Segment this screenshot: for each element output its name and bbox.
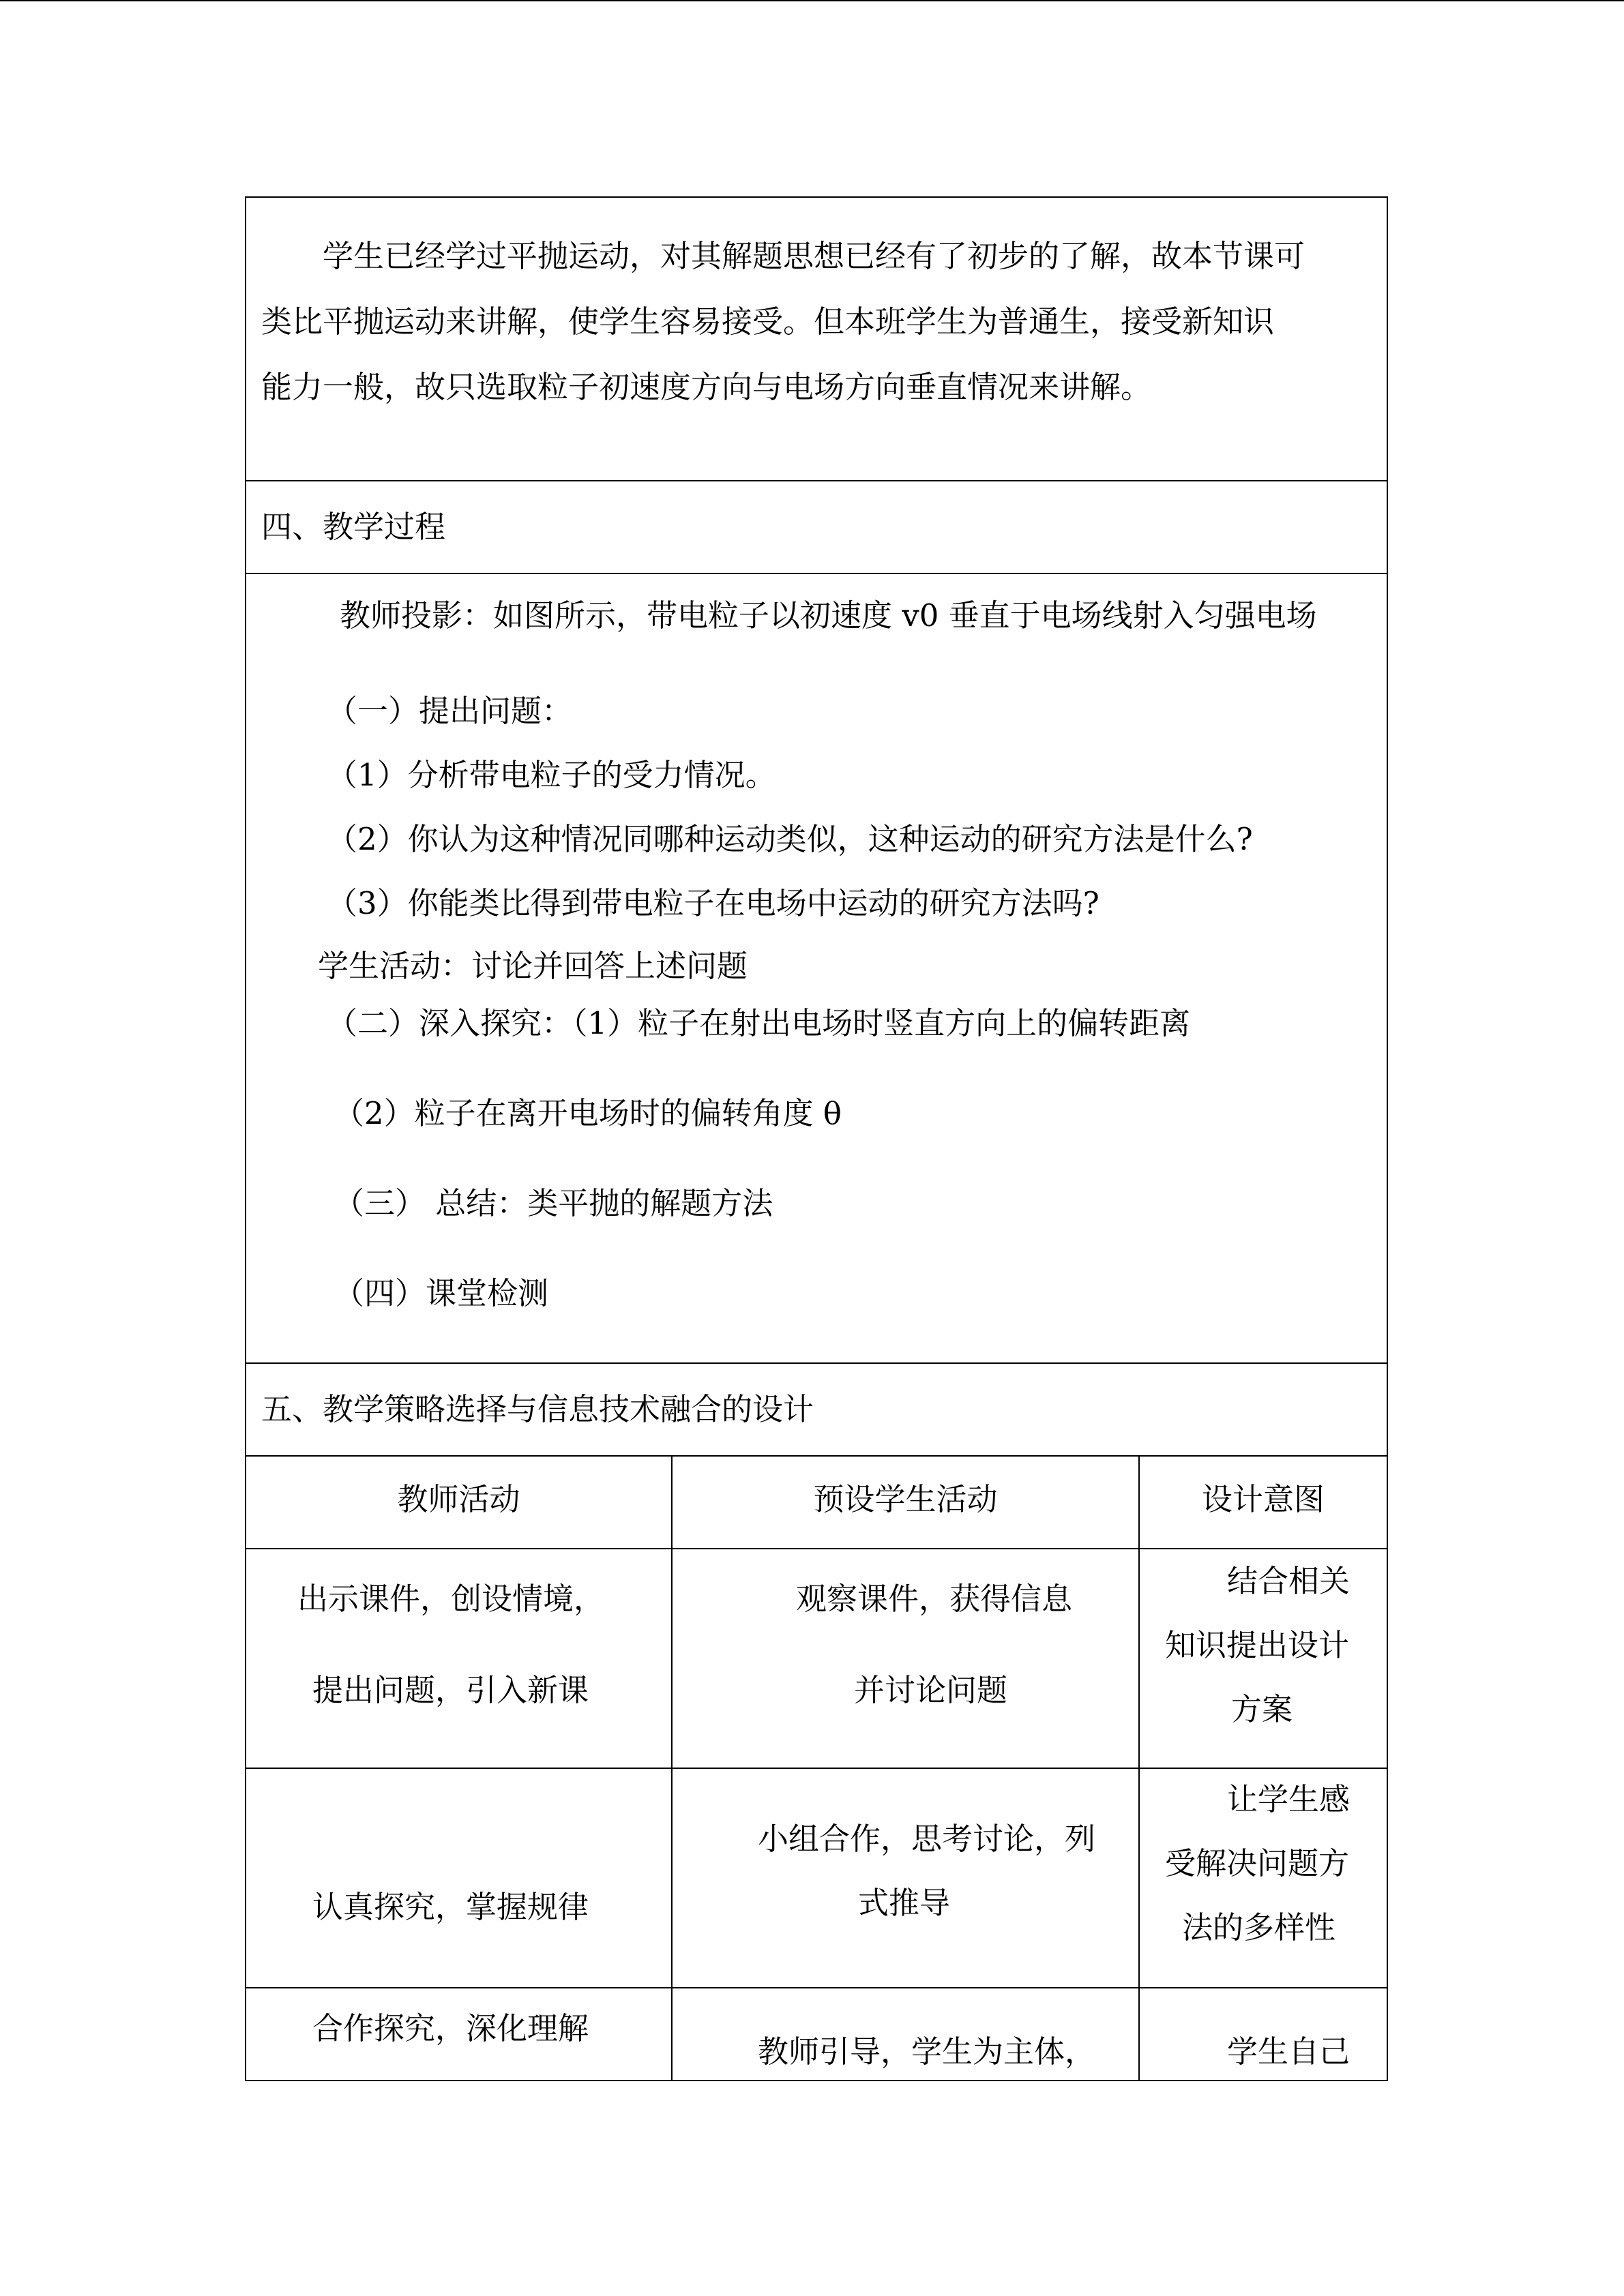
process-question-1: （1）分析带电粒子的受力情况。 — [327, 757, 776, 793]
student-activity-line: 小组合作，思考讨论，列 — [758, 1821, 1096, 1857]
header-design-intent-label: 设计意图 — [1202, 1481, 1325, 1517]
design-intent-cell — [1139, 1768, 1387, 1988]
design-intent-line: 法的多样性 — [1182, 1909, 1336, 1945]
process-projection: 教师投影：如图所示，带电粒子以初速度 v0 垂直于电场线射入匀强电场 — [340, 597, 1317, 633]
teacher-activity-line: 出示课件，创设情境， — [297, 1581, 605, 1617]
table-row — [246, 1988, 1387, 2081]
design-intent-cell — [1139, 1549, 1387, 1768]
process-explore: （二）深入探究：（1）粒子在射出电场时竖直方向上的偏转距离 — [327, 1005, 1191, 1041]
header-teacher-activity-label: 教师活动 — [397, 1481, 520, 1517]
design-intent-line: 方案 — [1231, 1691, 1293, 1727]
student-activity-line: 观察课件，获得信息 — [796, 1581, 1073, 1617]
design-intent-cell — [1139, 1988, 1387, 2081]
intro-line-2: 类比平抛运动来讲解，使学生容易接受。但本班学生为普通生，接受新知识 — [261, 303, 1275, 340]
design-intent-line: 结合相关 — [1227, 1563, 1350, 1599]
header-teacher-activity — [246, 1456, 672, 1549]
teacher-activity-cell — [246, 1549, 672, 1768]
section-4-heading: 四、教学过程 — [261, 509, 446, 545]
design-intent-line: 让学生感 — [1227, 1781, 1350, 1817]
teacher-activity-cell — [246, 1988, 672, 2081]
teacher-activity-cell — [246, 1768, 672, 1988]
process-raise-question: （一）提出问题： — [327, 693, 573, 729]
design-intent-line: 知识提出设计 — [1165, 1627, 1350, 1663]
student-activity-line: 并讨论问题 — [854, 1672, 1008, 1708]
design-intent-line: 受解决问题方 — [1165, 1845, 1350, 1881]
page-top-border — [0, 0, 1624, 1]
process-question-3: （3）你能类比得到带电粒子在电场中运动的研究方法吗? — [327, 885, 1099, 921]
table-row — [246, 1549, 1387, 1768]
lesson-plan-table — [245, 196, 1388, 2081]
student-activity-cell — [672, 1988, 1139, 2081]
process-check: （四）课堂检测 — [334, 1275, 549, 1311]
header-student-activity-label: 预设学生活动 — [813, 1481, 998, 1517]
student-activity-cell — [672, 1768, 1139, 1988]
intro-line-1: 学生已经学过平抛运动，对其解题思想已经有了初步的了解，故本节课可 — [323, 238, 1305, 274]
teacher-activity-line: 提出问题，引入新课 — [312, 1672, 589, 1708]
section-5-heading-cell — [246, 1363, 1387, 1456]
student-activity-line: 教师引导，学生为主体， — [758, 2033, 1096, 2070]
header-design-intent — [1139, 1456, 1387, 1549]
intro-line-3: 能力一般，故只选取粒子初速度方向与电场方向垂直情况来讲解。 — [261, 369, 1152, 405]
process-question-2: （2）你认为这种情况同哪种运动类似，这种运动的研究方法是什么? — [327, 821, 1253, 857]
table-row — [246, 1768, 1387, 1988]
design-intent-line: 学生自己 — [1227, 2033, 1350, 2070]
process-student-activity: 学生活动：讨论并回答上述问题 — [318, 948, 748, 984]
student-activity-cell — [672, 1549, 1139, 1768]
process-summary: （三） 总结：类平抛的解题方法 — [334, 1185, 773, 1221]
section-5-heading: 五、教学策略选择与信息技术融合的设计 — [261, 1391, 814, 1427]
learner-analysis-cell — [246, 197, 1387, 481]
student-activity-line: 式推导 — [858, 1885, 951, 1921]
section-4-heading-cell — [246, 481, 1387, 573]
process-explore-2: （2）粒子在离开电场时的偏转角度 θ — [334, 1095, 842, 1131]
teaching-process-cell — [246, 573, 1387, 1363]
header-student-activity — [672, 1456, 1139, 1549]
teacher-activity-line: 认真探究，掌握规律 — [312, 1889, 589, 1925]
teacher-activity-line: 合作探究，深化理解 — [312, 2010, 589, 2046]
